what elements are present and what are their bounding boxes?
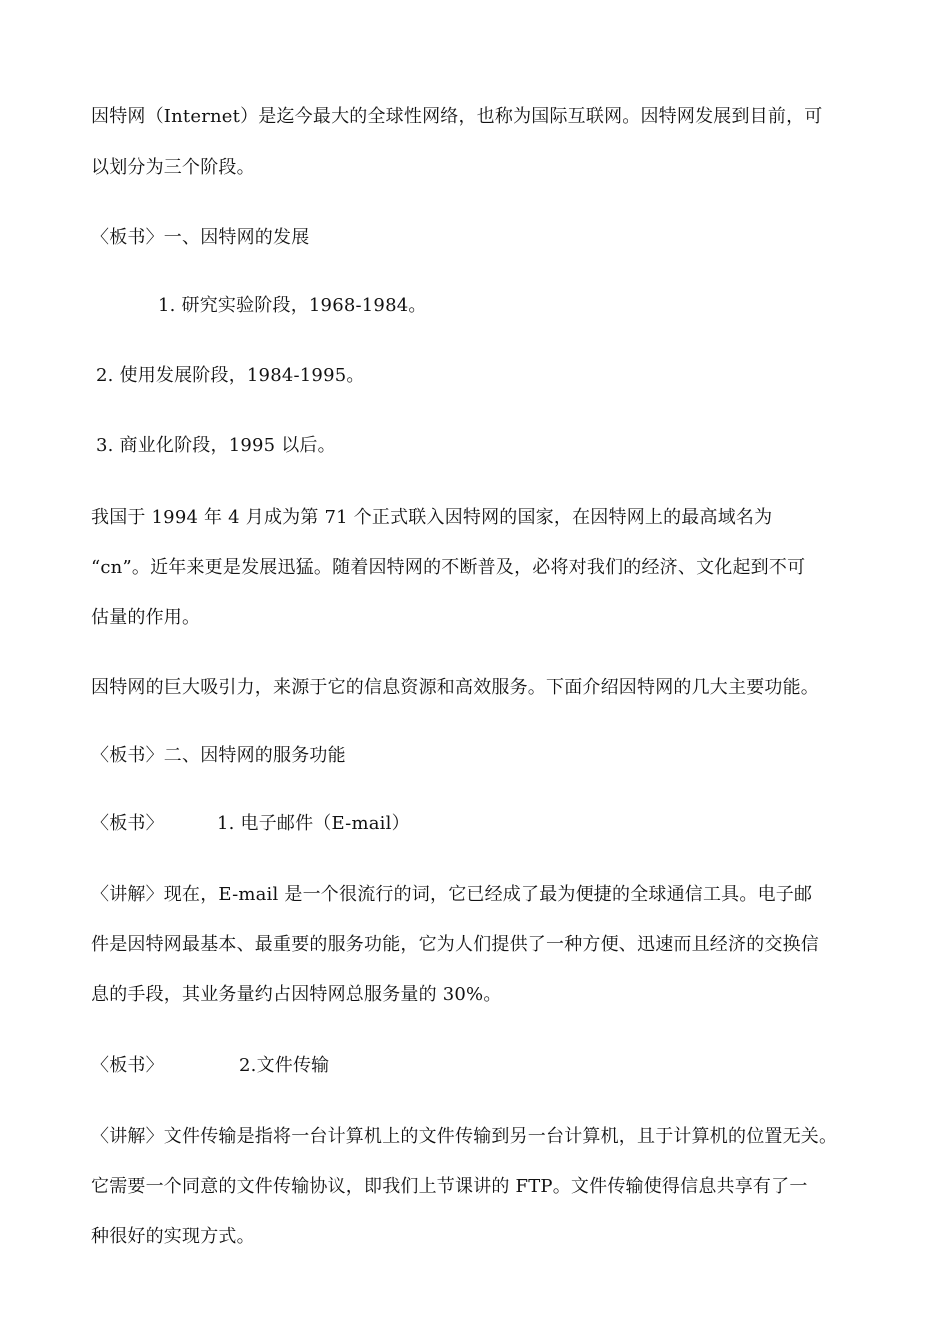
- board-heading-development: 〈板书〉一、因特网的发展: [91, 227, 310, 248]
- paragraph-email-line-2: 件是因特网最基本、最重要的服务功能，它为人们提供了一种方便、迅速而且经济的交换信: [91, 934, 819, 955]
- stage-item-3: 3. 商业化阶段，1995 以后。: [96, 435, 336, 456]
- board-item-file-transfer: [91, 1054, 881, 1078]
- stage-item-2: 2. 使用发展阶段，1984-1995。: [96, 365, 365, 386]
- paragraph-ftp-line-1: 〈讲解〉文件传输是指将一台计算机上的文件传输到另一台计算机，且于计算机的位置无关。: [91, 1126, 838, 1147]
- paragraph-ftp-line-2: 它需要一个同意的文件传输协议，即我们上节课讲的 FTP。文件传输使得信息共享有了一: [91, 1176, 808, 1197]
- board-item-email: [91, 812, 881, 836]
- paragraph-china-line-3: 估量的作用。: [91, 607, 201, 628]
- paragraph-intro-line-1: 因特网（Internet）是迄今最大的全球性网络，也称为国际互联网。因特网发展到目前，可: [91, 106, 823, 127]
- paragraph-china-line-1: 我国于 1994 年 4 月成为第 71 个正式联入因特网的国家，在因特网上的最高域名为: [91, 507, 773, 528]
- board-tag: 〈板书〉: [91, 813, 164, 834]
- paragraph-email-line-3: 息的手段，其业务量约占因特网总服务量的 30%。: [91, 984, 502, 1005]
- paragraph-intro-line-2: 以划分为三个阶段。: [91, 157, 255, 178]
- board-tag: 〈板书〉: [91, 1055, 164, 1076]
- board-item-text: 1. 电子邮件（E-mail）: [217, 813, 410, 834]
- paragraph-china-line-2: “cn”。近年来更是发展迅猛。随着因特网的不断普及，必将对我们的经济、文化起到不可: [91, 557, 806, 578]
- paragraph-attraction: 因特网的巨大吸引力，来源于它的信息资源和高效服务。下面介绍因特网的几大主要功能。: [91, 677, 819, 698]
- stage-item-1: 1. 研究实验阶段，1968-1984。: [158, 295, 427, 316]
- board-heading-services: 〈板书〉二、因特网的服务功能: [91, 745, 346, 766]
- paragraph-ftp-line-3: 种很好的实现方式。: [91, 1226, 255, 1247]
- board-item-text: 2.文件传输: [239, 1055, 330, 1076]
- paragraph-email-line-1: 〈讲解〉现在，E-mail 是一个很流行的词，它已经成了最为便捷的全球通信工具。电子邮: [91, 884, 813, 905]
